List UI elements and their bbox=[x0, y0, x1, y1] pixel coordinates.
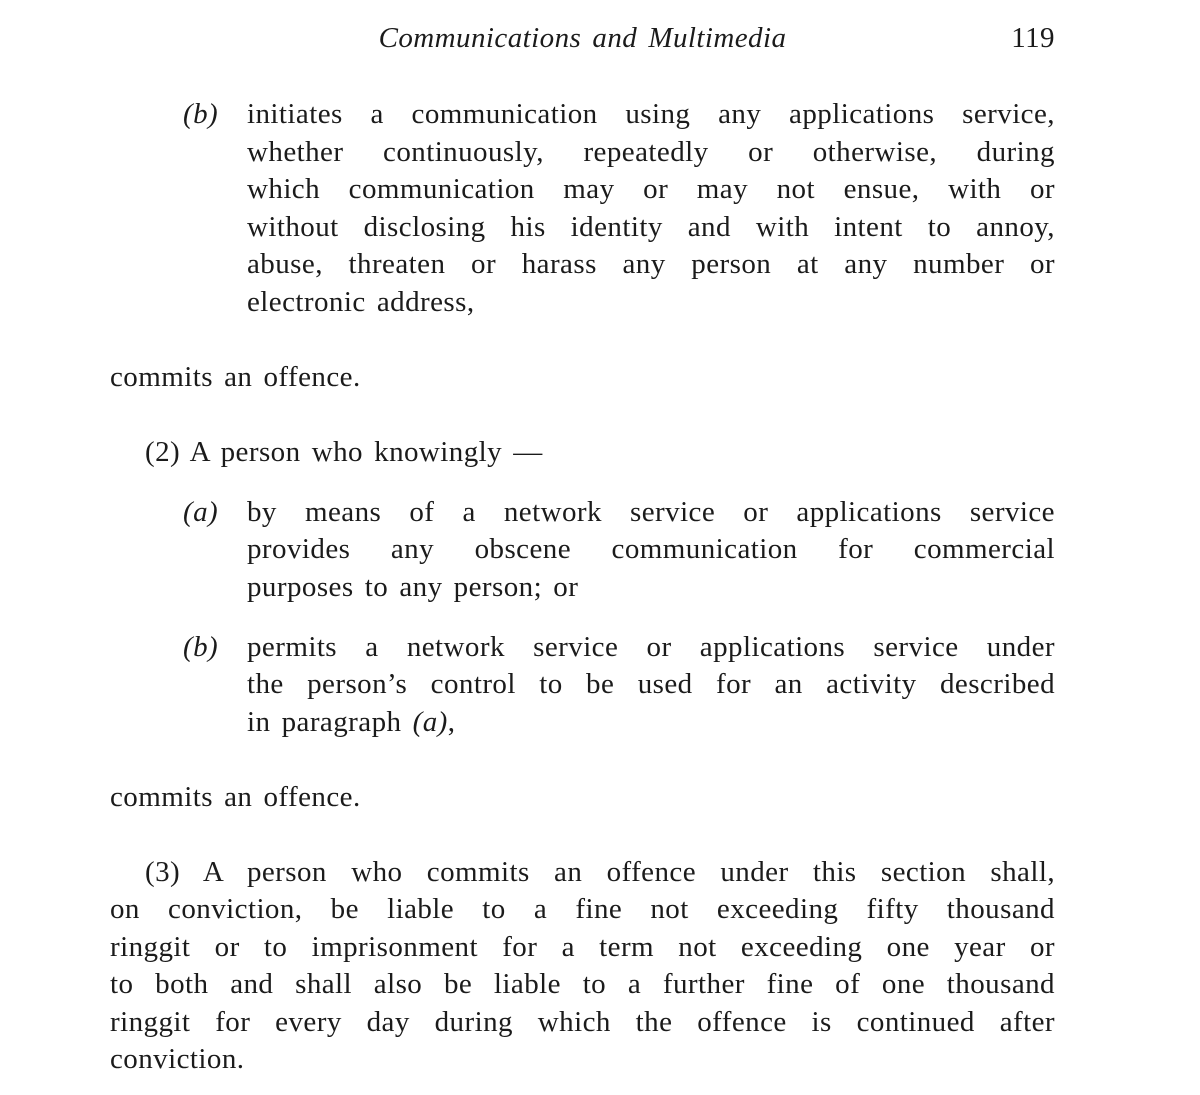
text-line: on conviction, be liable to a fine not exceeding fifty thousand bbox=[110, 893, 1055, 925]
text-line: ringgit for every day during which the offence is continued after bbox=[110, 1005, 1055, 1038]
subsection-2: (2) A person who knowingly — bbox=[145, 435, 543, 468]
text-segment: , bbox=[447, 705, 456, 738]
text-line: by means of a network service or applications service bbox=[247, 495, 1055, 528]
text-line: whether continuously, repeatedly or otherwise, during bbox=[247, 135, 1055, 168]
clause-2a bbox=[110, 494, 1055, 607]
clause-1b-label: (b) bbox=[183, 98, 219, 130]
running-header bbox=[110, 20, 1055, 58]
clause-2b-text bbox=[247, 629, 1055, 742]
commits-offence-2: commits an offence. bbox=[110, 780, 361, 813]
text-line: the person’s control to be used for an activity described bbox=[247, 668, 1055, 700]
text-line: which communication may or may not ensue, with or bbox=[247, 173, 1055, 205]
text-line: ringgit or to imprisonment for a term not exceeding one year or bbox=[110, 930, 1055, 963]
text-line: provides any obscene communication for commercial bbox=[247, 533, 1055, 565]
text-line: initiates a communication using any applications service, bbox=[247, 98, 1055, 130]
text-line: permits a network service or applications service under bbox=[247, 630, 1055, 663]
running-header-title: Communications and Multimedia bbox=[378, 22, 787, 54]
text-line: without disclosing his identity and with intent to annoy, bbox=[247, 210, 1055, 243]
subsection-3 bbox=[110, 854, 1055, 1079]
text-line: purposes to any person; or bbox=[247, 570, 579, 603]
commits-offence-1: commits an offence. bbox=[110, 360, 361, 393]
clause-2a-label: (a) bbox=[183, 495, 219, 528]
text-line: abuse, threaten or harass any person at any number or bbox=[247, 248, 1055, 280]
clause-2b-label: (b) bbox=[183, 630, 219, 663]
clause-1b-text bbox=[247, 96, 1055, 321]
text-line: to both and shall also be liable to a further fine of one thousand bbox=[110, 968, 1055, 1000]
text-line: electronic address, bbox=[247, 285, 475, 318]
text-line bbox=[247, 704, 1055, 742]
clause-2b bbox=[110, 629, 1055, 742]
clause-2a-text bbox=[247, 494, 1055, 607]
text-line: (3) A person who commits an offence under this section shall, bbox=[145, 855, 1055, 888]
text-segment: in paragraph bbox=[247, 705, 413, 738]
clause-1b bbox=[110, 96, 1055, 321]
paragraph-a-reference: (a) bbox=[412, 705, 448, 738]
text-line: conviction. bbox=[110, 1043, 245, 1075]
page-number: 119 bbox=[1011, 22, 1055, 54]
